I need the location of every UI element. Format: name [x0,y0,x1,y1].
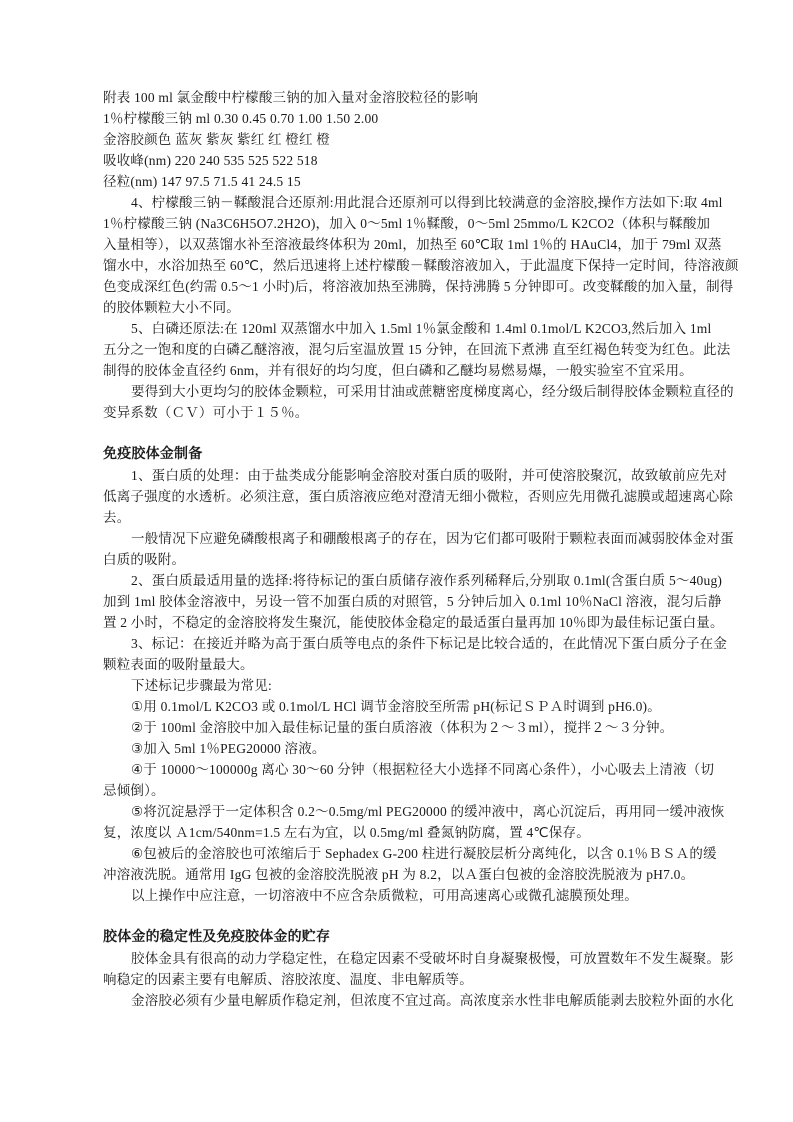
text-line: 制得的胶体金直径约 6nm，并有很好的均匀度，但白磷和乙醚均易燃易爆，一般实验室不宜采用。 [103,363,693,378]
text-line: 1、蛋白质的处理：由于盐类成分能影响金溶胶对蛋白质的吸附，并可使溶胶聚沉，故致敏前应先对 [131,468,728,483]
text-line: 1％柠檬酸三钠 ml 0.30 0.45 0.70 1.00 1.50 2.00 [103,111,379,126]
text-line: ④于 10000～100000g 离心 30～60 分钟（根据粒径大小选择不同离心条件），小心吸去上清液（切 [131,762,715,777]
text-line: ②于 100ml 金溶胶中加入最佳标记量的蛋白质溶液（体积为２～３ml），搅拌２～３分钟。 [131,720,674,735]
text-line: 下述标记步骤最为常见: [131,678,272,693]
section-heading: 免疫胶体金制备 [103,447,203,462]
text-line: 1％柠檬酸三钠 (Na3C6H5O7.2H2O)，加入 0～5ml 1％鞣酸，0～5ml 25mmo/L K2CO2（体积与鞣酸加 [103,216,711,231]
text-line: 变异系数（ＣＶ）可小于１５％。 [103,405,309,420]
text-line: 响稳定的因素主要有电解质、溶胶浓度、温度、非电解质等。 [103,972,473,987]
text-line: 金溶胶颜色 蓝灰 紫灰 紫红 红 橙红 橙 [103,132,330,147]
text-line: 一般情况下应避免磷酸根离子和硼酸根离子的存在，因为它们都可吸附于颗粒表面而减弱胶体金对蛋 [131,531,734,546]
document-text-body [103,87,739,1011]
text-line: 以上操作中应注意，一切溶液中不应含杂质微粒，可用高速离心或微孔滤膜预处理。 [131,888,638,903]
text-line: ⑤将沉淀悬浮于一定体积含 0.2～0.5mg/ml PEG20000 的缓冲液中，离心沉淀后，再用同一缓冲液恢 [131,804,725,819]
text-line: 颗粒表面的吸附量最大。 [103,657,254,672]
text-line: 忌倾倒）。 [103,783,165,798]
text-line: 馏水中，水浴加热至 60℃，然后迅速将上述柠檬酸－鞣酸溶液加入，于此温度下保持一定时间，待溶液颜 [103,258,739,273]
text-line: ①用 0.1mol/L K2CO3 或 0.1mol/L HCl 调节金溶胶至所需 pH(标记ＳＰＡ时调到 pH6.0)。 [131,699,661,714]
text-line: 附表 100 ml 氯金酸中柠檬酸三钠的加入量对金溶胶粒径的影响 [103,90,479,105]
text-line: 吸收峰(nm) 220 240 535 525 522 518 [103,153,318,168]
text-line: 的胶体颗粒大小不同。 [103,300,240,315]
text-line: 5、白磷还原法:在 120ml 双蒸馏水中加入 1.5ml 1％氯金酸和 1.4ml 0.1mol/L K2CO3,然后加入 1ml [131,321,712,336]
text-line: 入量相等），以双蒸馏水补至溶液最终体积为 20ml，加热至 60℃取 1ml 1％的 HAuCl4，加于 79ml 双蒸 [103,237,722,252]
text-line: 置 2 小时，不稳定的金溶胶将发生聚沉，能使胶体金稳定的最适蛋白量再加 10％即为最佳标记蛋白量。 [103,615,724,630]
text-line: 胶体金具有很高的动力学稳定性，在稳定因素不受破坏时自身凝聚极慢，可放置数年不发生凝聚。影 [131,951,734,966]
text-line: 3、标记：在接近并略为高于蛋白质等电点的条件下标记是比较合适的，在此情况下蛋白质分子在金 [131,636,728,651]
text-line: 复，浓度以 Ａ1cm/540nm=1.5 左右为宜，以 0.5mg/ml 叠氮钠防腐，置 4℃保存。 [103,825,590,840]
text-line: 五分之一饱和度的白磷乙醚溶液，混匀后室温放置 15 分钟，在回流下煮沸 直至红褐色转变为红色。此法 [103,342,731,357]
section-heading: 胶体金的稳定性及免疫胶体金的贮存 [103,930,331,945]
text-line: 4、柠檬酸三钠－鞣酸混合还原剂:用此混合还原剂可以得到比较满意的金溶胶,操作方法如下:取 4ml [131,195,723,210]
text-line: 低离子强度的水透析。必须注意，蛋白质溶液应绝对澄清无细小微粒，否则应先用微孔滤膜或超速离心除 [103,489,734,504]
text-line: 加到 1ml 胶体金溶液中，另设一管不加蛋白质的对照管，5 分钟后加入 0.1ml 10％NaCl 溶液，混匀后静 [103,594,722,609]
text-line: 冲溶液洗脱。通常用 IgG 包被的金溶胶洗脱液 pH 为 8.2，以Ａ蛋白包被的金溶胶洗脱液为 pH7.0。 [103,867,695,882]
text-line: ③加入 5ml 1％PEG20000 溶液。 [131,741,326,756]
text-line: ⑥包被后的金溶胶也可浓缩后于 Sephadex G-200 柱进行凝胶层析分离纯化，以含 0.1％ＢＳＡ的缓 [131,846,717,861]
text-line: 要得到大小更均匀的胶体金颗粒，可采用甘油或蔗糖密度梯度离心，经分级后制得胶体金颗粒直径的 [131,384,734,399]
text-line: 金溶胶必须有少量电解质作稳定剂，但浓度不宜过高。高浓度亲水性非电解质能剥去胶粒外面的水化 [131,993,734,1008]
text-line: 白质的吸附。 [103,552,186,567]
text-line: 径粒(nm) 147 97.5 71.5 41 24.5 15 [103,174,301,189]
blank-line [103,906,695,927]
text-line: 色变成深红色(约需 0.5～1 小时)后，将溶液加热至沸腾，保持沸腾 5 分钟即可。改变鞣酸的加入量，制得 [103,279,734,294]
text-line: 去。 [103,510,131,525]
blank-line [103,423,695,444]
text-line: 2、蛋白质最适用量的选择:将待标记的蛋白质储存液作系列稀释后,分别取 0.1ml(含蛋白质 5～40ug) [131,573,723,588]
